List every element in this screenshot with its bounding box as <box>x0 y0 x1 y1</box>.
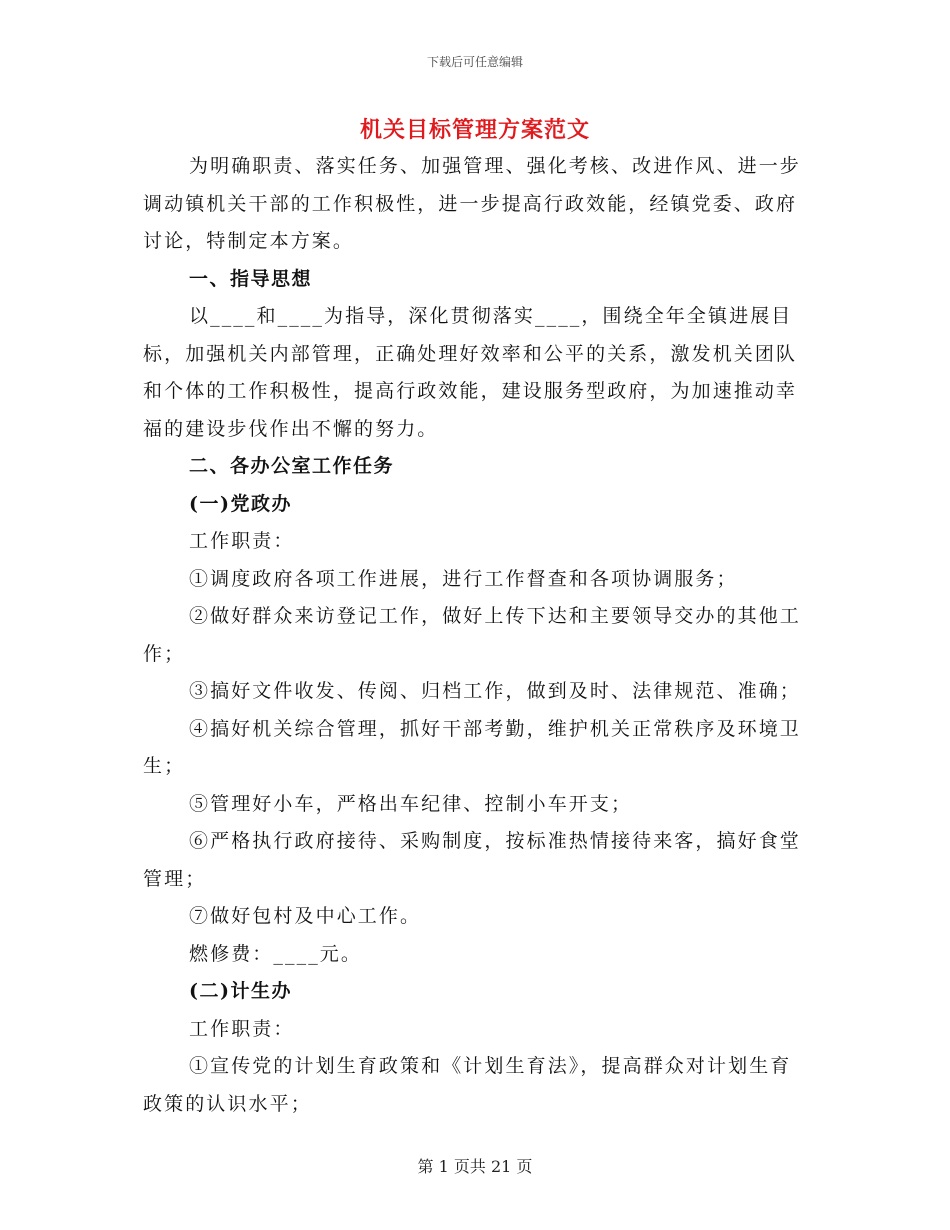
list-item: ①调度政府各项工作进展，进行工作督查和各项协调服务； <box>189 567 738 590</box>
header-note: 下载后可任意编辑 <box>426 55 523 69</box>
list-item: ②做好群众来访登记工作，做好上传下达和主要领导交办的其他工作； <box>143 605 801 665</box>
document-title: 机关目标管理方案范文 <box>359 117 590 143</box>
list-item: ④搞好机关综合管理，抓好干部考勤，维护机关正常秩序及环境卫生； <box>143 717 801 777</box>
section-heading-guiding-ideology: 一、指导思想 <box>189 267 313 290</box>
intro-paragraph: 为明确职责、落实任务、加强管理、强化考核、改进作风、进一步调动镇机关干部的工作积极性，进一步提高行政效能，经镇党委、政府讨论，特制定本方案。 <box>143 155 801 252</box>
list-item: ⑥严格执行政府接待、采购制度，按标准热情接待来客，搞好食堂管理； <box>143 830 801 890</box>
subsection-heading-family-planning-office: (二)计生办 <box>189 980 292 1002</box>
subsection-heading-party-office: (一)党政办 <box>189 492 292 515</box>
duties-label: 工作职责： <box>189 1017 295 1040</box>
document-body <box>143 148 805 1123</box>
list-item: ⑤管理好小车，严格出车纪律、控制小车开支； <box>189 792 633 815</box>
page-footer: 第 1 页共 21 页 <box>417 1157 533 1176</box>
guiding-ideology-paragraph: 以____和____为指导，深化贯彻落实____，围绕全年全镇进展目标，加强机关内部管理，正确处理好效率和公平的关系，激发机关团队和个体的工作积极性，提高行政效能，建设服务型政府，为加速推动幸福的建设步伐作出不懈的努力。 <box>143 305 798 440</box>
list-item: ①宣传党的计划生育政策和《计划生育法》，提高群众对计划生育政策的认识水平； <box>143 1055 792 1115</box>
list-item: ③搞好文件收发、传阅、归档工作，做到及时、法律规范、准确； <box>189 680 801 702</box>
duties-label: 工作职责： <box>189 530 295 552</box>
section-heading-office-tasks: 二、各办公室工作任务 <box>189 455 395 477</box>
list-item: ⑦做好包村及中心工作。 <box>189 905 422 927</box>
fuel-repair-fee: 燃修费：____元。 <box>189 942 363 965</box>
